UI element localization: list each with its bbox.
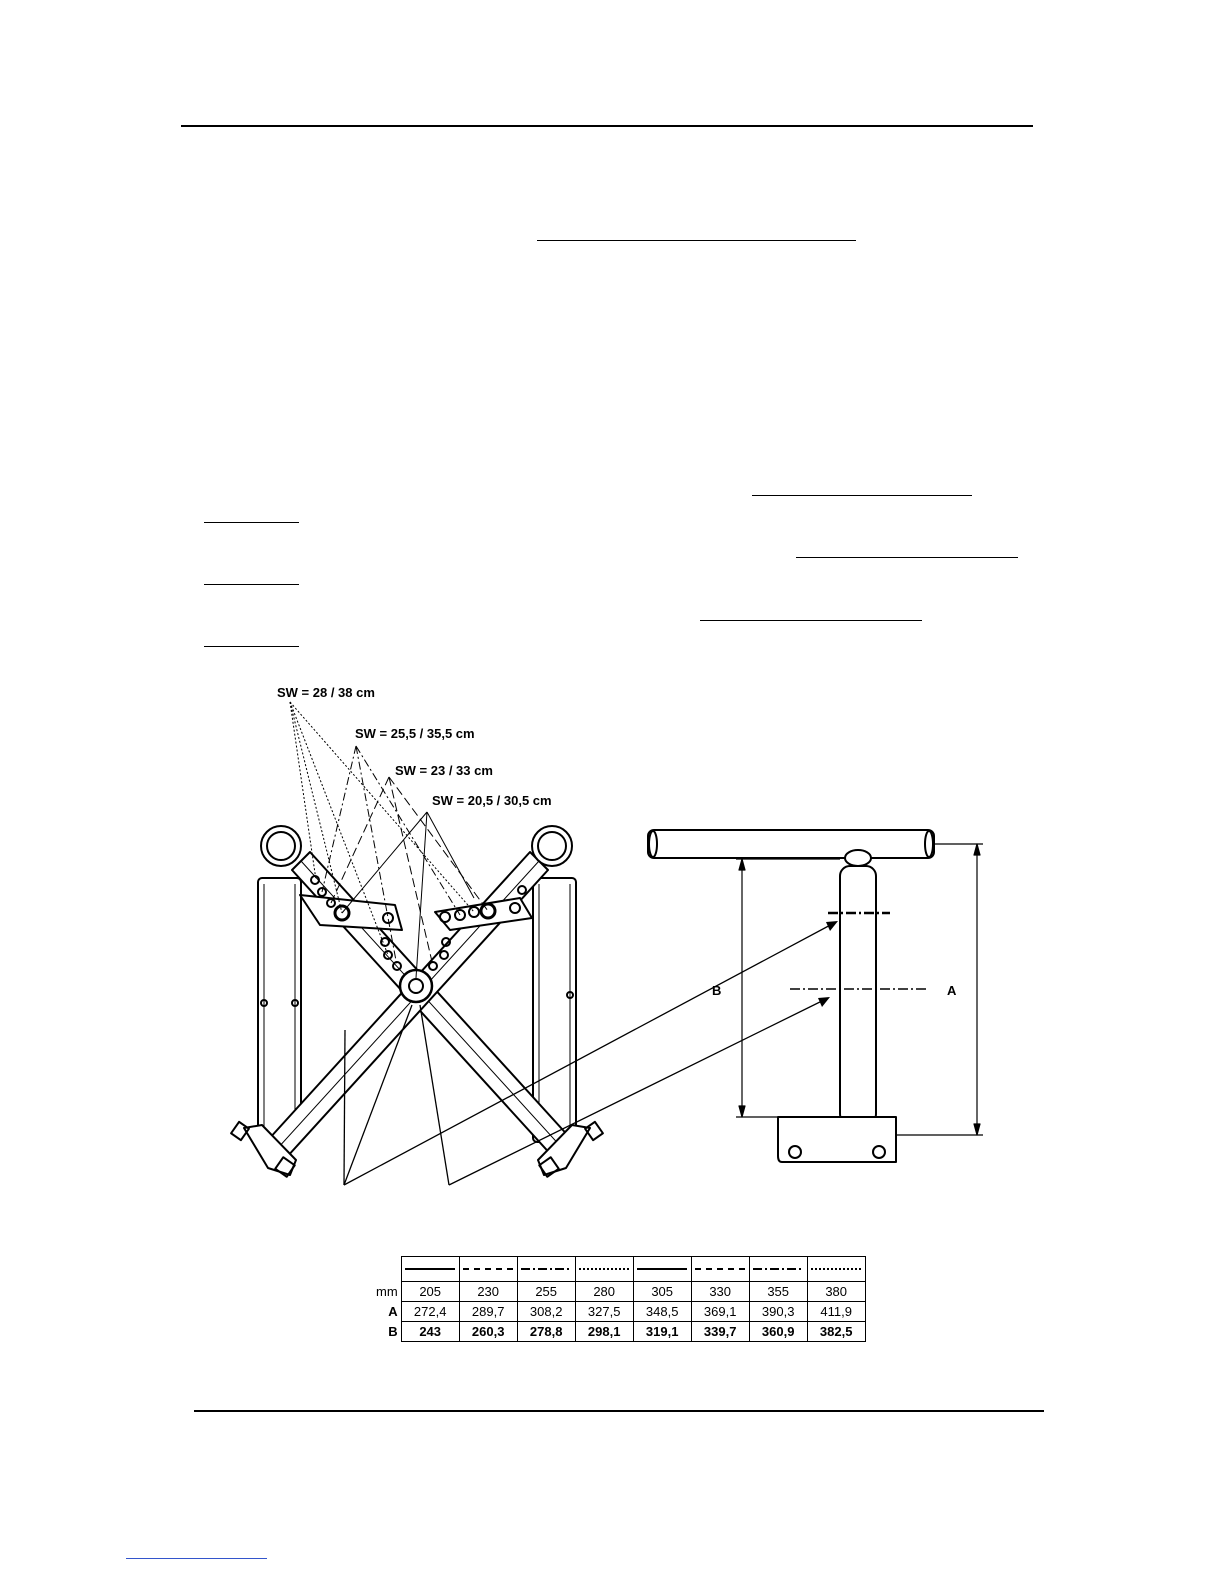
dimension-letter-b: B (712, 983, 722, 998)
b-cell: 298,1 (575, 1322, 633, 1342)
mm-cell: 230 (459, 1282, 517, 1302)
mm-cell: 355 (749, 1282, 807, 1302)
dimension-letter-a: A (947, 983, 957, 998)
arrowhead-a (818, 997, 830, 1007)
b-cell: 278,8 (517, 1322, 575, 1342)
a-cell: 411,9 (807, 1302, 865, 1322)
sw-label-4: SW = 20,5 / 30,5 cm (432, 793, 552, 808)
line-style-swatch (521, 1268, 571, 1270)
a-row-label: A (388, 1304, 398, 1319)
b-cell: 319,1 (633, 1322, 691, 1342)
mm-cell: 330 (691, 1282, 749, 1302)
a-cell: 369,1 (691, 1302, 749, 1322)
line-style-swatch (811, 1268, 861, 1270)
mm-cell: 255 (517, 1282, 575, 1302)
left-upright-tube (258, 878, 301, 1142)
a-cell: 308,2 (517, 1302, 575, 1322)
line-style-swatch (463, 1268, 513, 1270)
sw-label-1: SW = 28 / 38 cm (277, 685, 375, 700)
b-cell: 260,3 (459, 1322, 517, 1342)
line-style-swatch (695, 1268, 745, 1270)
mm-cell: 205 (401, 1282, 459, 1302)
b-cell: 360,9 (749, 1322, 807, 1342)
sw-label-2: SW = 25,5 / 35,5 cm (355, 726, 475, 741)
mm-row-label: mm (376, 1284, 398, 1299)
dimension-table (374, 1256, 866, 1342)
line-style-swatch (405, 1268, 455, 1270)
b-cell: 382,5 (807, 1322, 865, 1342)
right-upright-tube (533, 878, 576, 1142)
a-cell: 272,4 (401, 1302, 459, 1322)
bottom-leader-lines (344, 922, 836, 1185)
b-row-label: B (388, 1324, 398, 1339)
mm-cell: 280 (575, 1282, 633, 1302)
mm-row (374, 1282, 865, 1302)
arrowhead-b (826, 921, 838, 931)
line-style-swatch (637, 1268, 687, 1270)
b-cell: 339,7 (691, 1322, 749, 1342)
a-cell: 289,7 (459, 1302, 517, 1322)
mm-cell: 305 (633, 1282, 691, 1302)
line-style-swatch (579, 1268, 629, 1270)
a-row (374, 1302, 865, 1322)
side-view (648, 830, 934, 1162)
sw-label-3: SW = 23 / 33 cm (395, 763, 493, 778)
a-cell: 348,5 (633, 1302, 691, 1322)
b-cell: 243 (401, 1322, 459, 1342)
line-style-row (374, 1257, 865, 1282)
mm-cell: 380 (807, 1282, 865, 1302)
line-style-swatch (753, 1268, 803, 1270)
a-cell: 327,5 (575, 1302, 633, 1322)
b-row (374, 1322, 865, 1342)
a-cell: 390,3 (749, 1302, 807, 1322)
